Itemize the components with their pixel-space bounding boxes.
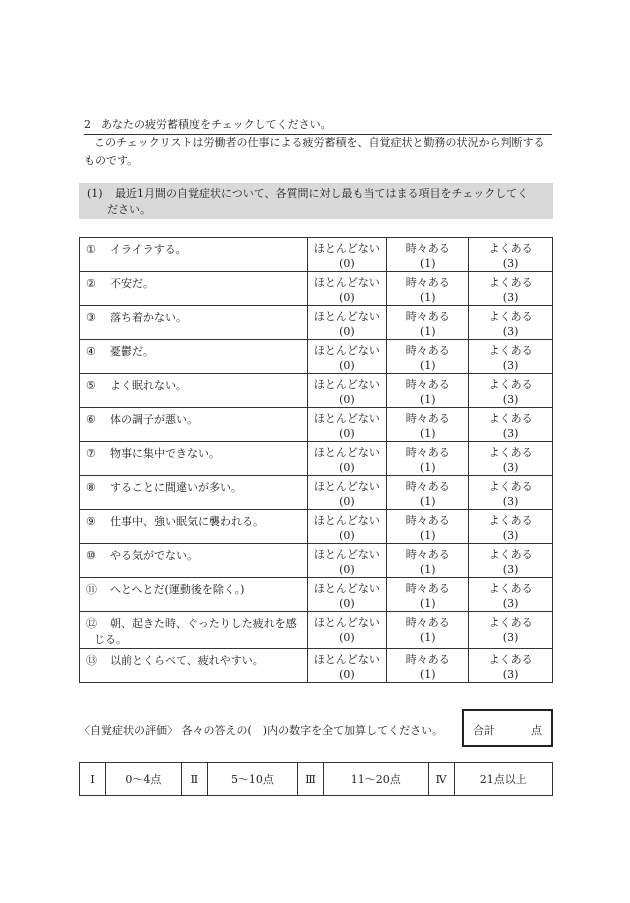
level-numeral: Ⅱ <box>181 763 207 796</box>
answer-option-1[interactable] <box>307 510 387 544</box>
answer-option-label: 時々ある <box>405 378 450 391</box>
answer-option-label: ほとんどない <box>313 480 380 493</box>
question-row <box>80 544 553 578</box>
answer-option-score: (1) <box>419 359 436 372</box>
answer-option-2[interactable] <box>387 306 469 340</box>
question-text: 仕事中、強い眠気に襲われる。 <box>110 515 264 528</box>
question-row <box>80 340 553 374</box>
answer-option-score: (1) <box>419 427 436 440</box>
answer-option-label: 時々ある <box>405 276 450 289</box>
question-text: へとへとだ(運動後を除く。) <box>110 583 245 596</box>
answer-option-label: ほとんどない <box>313 616 380 629</box>
answer-option-1[interactable] <box>307 612 387 649</box>
question-text: 朝、起きた時、ぐったりした疲れを感 <box>110 617 297 630</box>
answer-option-label: 時々ある <box>405 344 450 357</box>
question-text-cell <box>80 238 308 272</box>
answer-option-1[interactable] <box>307 476 387 510</box>
total-box[interactable] <box>462 709 553 747</box>
answer-option-3[interactable] <box>469 442 553 476</box>
answer-option-label: よくある <box>488 514 533 527</box>
question-number: ⑪ <box>86 583 97 596</box>
answer-option-score: (3) <box>502 325 519 338</box>
answer-option-label: よくある <box>488 616 533 629</box>
answer-option-label: 時々ある <box>405 582 450 595</box>
level-numeral: Ⅳ <box>428 763 454 796</box>
section-title: あなたの疲労蓄積度をチェックしてください。 <box>101 118 332 131</box>
answer-option-3[interactable] <box>469 612 553 649</box>
level-numeral: Ⅲ <box>298 763 324 796</box>
answer-option-label: よくある <box>488 310 533 323</box>
question-text: イライラする。 <box>110 243 187 256</box>
answer-option-label: よくある <box>488 548 533 561</box>
question-text: 体の調子が悪い。 <box>110 413 198 426</box>
question-text: よく眠れない。 <box>110 379 187 392</box>
answer-option-3[interactable] <box>469 374 553 408</box>
answer-option-score: (1) <box>419 529 436 542</box>
question-number: ④ <box>86 345 96 358</box>
answer-option-score: (1) <box>419 291 436 304</box>
answer-option-score: (0) <box>339 291 355 304</box>
answer-option-label: ほとんどない <box>313 446 380 459</box>
question-row <box>80 510 553 544</box>
answer-option-score: (1) <box>419 325 436 338</box>
answer-option-label: ほとんどない <box>313 310 380 323</box>
total-unit: 点 <box>531 724 542 737</box>
answer-option-score: (1) <box>419 631 436 644</box>
answer-option-score: (3) <box>502 529 519 542</box>
answer-option-label: 時々ある <box>405 653 450 666</box>
answer-option-label: よくある <box>488 242 533 255</box>
answer-option-score: (3) <box>502 563 519 576</box>
answer-option-1[interactable] <box>307 544 387 578</box>
question-text-cell <box>80 408 308 442</box>
answer-option-score: (0) <box>339 257 355 270</box>
answer-option-score: (0) <box>339 495 355 508</box>
question-row <box>80 272 553 306</box>
question-number: ⑫ <box>86 617 97 630</box>
question-row <box>80 442 553 476</box>
question-text: することに間違いが多い。 <box>110 481 242 494</box>
instruction-box <box>79 183 553 219</box>
answer-option-3[interactable] <box>469 544 553 578</box>
answer-option-score: (3) <box>502 427 519 440</box>
question-text: 以前とくらべて、疲れやすい。 <box>110 654 264 667</box>
answer-option-3[interactable] <box>469 476 553 510</box>
answer-option-score: (1) <box>419 461 436 474</box>
answer-option-2[interactable] <box>387 476 469 510</box>
answer-option-1[interactable] <box>307 442 387 476</box>
question-number: ⑥ <box>86 413 96 426</box>
question-number: ① <box>86 243 96 256</box>
answer-option-score: (3) <box>502 257 519 270</box>
answer-option-3[interactable] <box>469 306 553 340</box>
question-number: ⑦ <box>86 447 96 460</box>
answer-option-score: (0) <box>339 461 355 474</box>
level-row <box>80 763 553 796</box>
answer-option-label: よくある <box>488 653 533 666</box>
question-text-cell <box>80 578 308 612</box>
answer-option-1[interactable] <box>307 408 387 442</box>
question-text-cell <box>80 612 308 649</box>
evaluation-row <box>79 722 443 738</box>
question-row <box>80 306 553 340</box>
answer-option-1[interactable] <box>307 272 387 306</box>
answer-option-label: 時々ある <box>405 548 450 561</box>
answer-option-score: (3) <box>502 291 519 304</box>
question-row <box>80 238 553 272</box>
answer-option-3[interactable] <box>469 510 553 544</box>
answer-option-label: ほとんどない <box>313 582 380 595</box>
answer-option-label: 時々ある <box>405 446 450 459</box>
question-text: やる気がでない。 <box>110 549 198 562</box>
answer-option-label: ほとんどない <box>313 514 380 527</box>
instruction-line-2: ださい。 <box>107 203 151 216</box>
answer-option-3[interactable] <box>469 649 553 683</box>
answer-option-2[interactable] <box>387 649 469 683</box>
question-number: ⑤ <box>86 379 96 392</box>
answer-option-label: よくある <box>488 480 533 493</box>
answer-option-label: 時々ある <box>405 310 450 323</box>
answer-option-2[interactable] <box>387 272 469 306</box>
answer-option-label: ほとんどない <box>313 344 380 357</box>
answer-option-score: (0) <box>339 359 355 372</box>
answer-option-score: (0) <box>339 325 355 338</box>
answer-option-1[interactable] <box>307 238 387 272</box>
answer-option-2[interactable] <box>387 510 469 544</box>
question-text-cell <box>80 306 308 340</box>
answer-option-label: ほとんどない <box>313 412 380 425</box>
answer-option-score: (0) <box>339 393 355 406</box>
section-number: 2 <box>84 118 91 131</box>
question-number: ③ <box>86 311 96 324</box>
answer-option-score: (1) <box>419 597 436 610</box>
question-row <box>80 408 553 442</box>
answer-option-label: よくある <box>488 446 533 459</box>
question-text-cell <box>80 649 308 683</box>
answer-option-score: (1) <box>419 257 436 270</box>
answer-option-2[interactable] <box>387 578 469 612</box>
answer-option-2[interactable] <box>387 374 469 408</box>
section-heading <box>84 116 552 135</box>
answer-option-1[interactable] <box>307 374 387 408</box>
answer-option-label: よくある <box>488 344 533 357</box>
evaluation-text: 各々の答えの( )内の数字を全て加算してください。 <box>181 724 444 737</box>
answer-option-score: (3) <box>502 597 519 610</box>
answer-option-score: (3) <box>502 393 519 406</box>
answer-option-score: (1) <box>419 393 436 406</box>
question-text-cell <box>80 340 308 374</box>
answer-option-score: (0) <box>339 529 355 542</box>
level-range: 11～20点 <box>324 763 429 796</box>
answer-option-score: (1) <box>419 563 436 576</box>
total-label: 合計 <box>473 724 495 737</box>
answer-option-2[interactable] <box>387 544 469 578</box>
question-row <box>80 578 553 612</box>
answer-option-label: よくある <box>488 378 533 391</box>
level-table <box>79 762 553 796</box>
answer-option-3[interactable] <box>469 578 553 612</box>
question-text-cell <box>80 476 308 510</box>
answer-option-label: よくある <box>488 582 533 595</box>
answer-option-2[interactable] <box>387 408 469 442</box>
answer-option-label: ほとんどない <box>313 276 380 289</box>
answer-option-1[interactable] <box>307 340 387 374</box>
level-range: 0～4点 <box>106 763 182 796</box>
answer-option-label: 時々ある <box>405 514 450 527</box>
question-text-cell <box>80 374 308 408</box>
answer-option-label: 時々ある <box>405 242 450 255</box>
question-number: ② <box>86 277 96 290</box>
answer-option-score: (0) <box>339 563 355 576</box>
answer-option-label: ほとんどない <box>313 653 380 666</box>
answer-option-score: (3) <box>502 495 519 508</box>
question-text: 物事に集中できない。 <box>110 447 220 460</box>
answer-option-label: 時々ある <box>405 616 450 629</box>
answer-option-label: よくある <box>488 412 533 425</box>
answer-option-3[interactable] <box>469 408 553 442</box>
question-row <box>80 612 553 649</box>
instruction-line-1: 最近1月間の自覚症状について、各質問に対し最も当てはまる項目をチェックしてく <box>115 187 529 200</box>
question-text-cell <box>80 442 308 476</box>
answer-option-2[interactable] <box>387 238 469 272</box>
question-text-cell <box>80 544 308 578</box>
answer-option-3[interactable] <box>469 272 553 306</box>
answer-option-label: ほとんどない <box>313 378 380 391</box>
answer-option-score: (3) <box>502 461 519 474</box>
level-range: 5～10点 <box>207 763 297 796</box>
answer-option-score: (0) <box>339 668 355 681</box>
answer-option-3[interactable] <box>469 238 553 272</box>
question-text-cont: じる。 <box>94 633 127 646</box>
question-number: ⑩ <box>86 549 96 562</box>
answer-option-2[interactable] <box>387 340 469 374</box>
answer-option-score: (0) <box>339 427 355 440</box>
answer-option-1[interactable] <box>307 306 387 340</box>
answer-option-score: (3) <box>502 359 519 372</box>
question-text: 不安だ。 <box>110 277 154 290</box>
level-range: 21点以上 <box>454 763 552 796</box>
answer-option-1[interactable] <box>307 578 387 612</box>
symptom-table <box>79 237 553 683</box>
instruction-number: (1) <box>87 187 103 200</box>
question-number: ⑨ <box>86 515 96 528</box>
answer-option-score: (1) <box>419 495 436 508</box>
answer-option-label: ほとんどない <box>313 548 380 561</box>
evaluation-label: 〈自覚症状の評価〉 <box>79 724 178 737</box>
question-row <box>80 649 553 683</box>
intro-paragraph: このチェックリストは労働者の仕事による疲労蓄積を、自覚症状と勤務の状況から判断するものです。 <box>84 136 545 167</box>
answer-option-label: 時々ある <box>405 412 450 425</box>
question-text: 憂鬱だ。 <box>110 345 154 358</box>
answer-option-1[interactable] <box>307 649 387 683</box>
question-text-cell <box>80 510 308 544</box>
question-row <box>80 374 553 408</box>
question-text-cell <box>80 272 308 306</box>
answer-option-2[interactable] <box>387 442 469 476</box>
answer-option-2[interactable] <box>387 612 469 649</box>
answer-option-label: 時々ある <box>405 480 450 493</box>
question-row <box>80 476 553 510</box>
level-numeral: I <box>80 763 106 796</box>
answer-option-score: (0) <box>339 597 355 610</box>
answer-option-score: (1) <box>419 668 436 681</box>
answer-option-label: よくある <box>488 276 533 289</box>
question-number: ⑧ <box>86 481 96 494</box>
answer-option-3[interactable] <box>469 340 553 374</box>
answer-option-score: (0) <box>339 631 355 644</box>
answer-option-label: ほとんどない <box>313 242 380 255</box>
question-number: ⑬ <box>86 654 97 667</box>
question-text: 落ち着かない。 <box>110 311 187 324</box>
answer-option-score: (3) <box>502 631 519 644</box>
answer-option-score: (3) <box>502 668 519 681</box>
